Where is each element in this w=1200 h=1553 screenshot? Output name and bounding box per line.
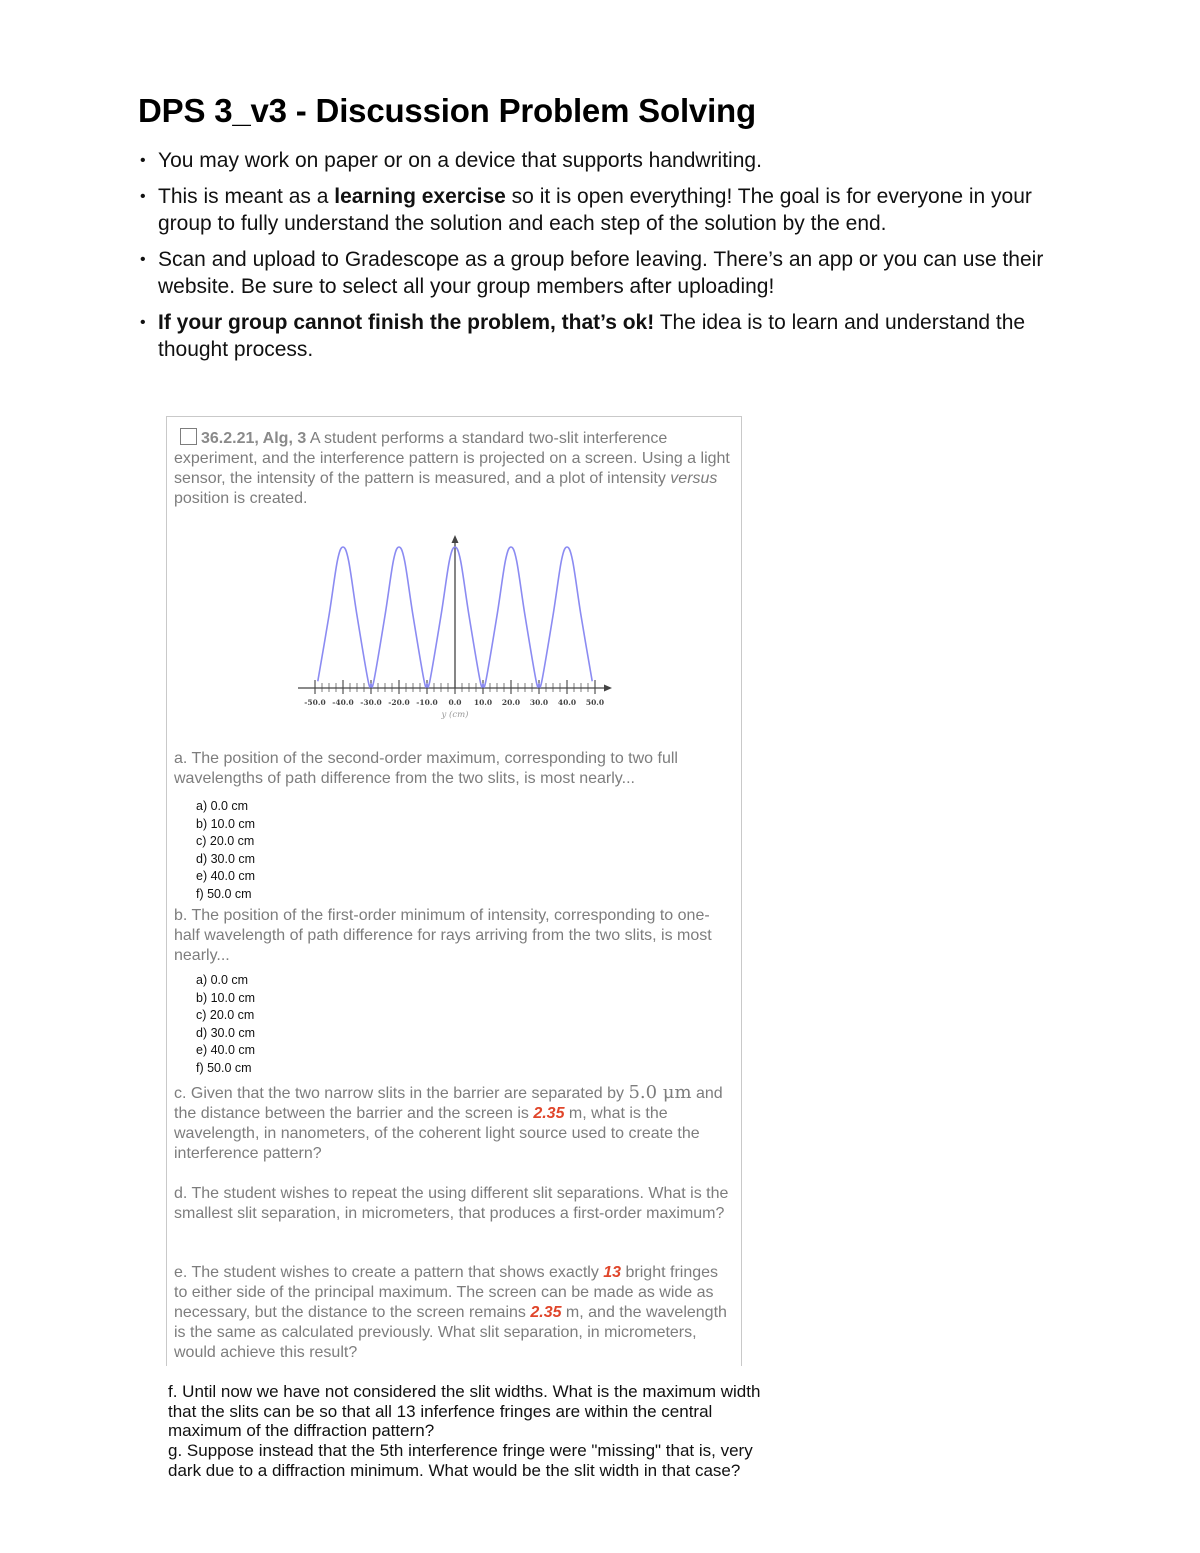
checkbox-icon[interactable]: [180, 428, 197, 445]
x-tick-label: 50.0: [585, 698, 605, 707]
x-tick-label: 30.0: [529, 698, 549, 707]
x-tick-labels: [304, 698, 604, 707]
choices-a: [196, 798, 255, 904]
choice-item[interactable]: e) 40.0 cm: [196, 1043, 256, 1058]
y-axis-arrow: [452, 535, 459, 543]
bullet-item: • Scan and upload to Gradescope as a group before leaving. There’s an app or you can use their website. Be sure to select all your group members after uploading!: [140, 246, 1060, 300]
choice-item[interactable]: e) 40.0 cm: [196, 869, 256, 884]
question-a: a. The position of the second-order maximum, corresponding to two full wavelengths of path difference from the two slits, is most nearly...: [174, 750, 678, 787]
choice-item[interactable]: c) 20.0 cm: [196, 1008, 255, 1023]
problem-intro: 36.2.21, Alg, 3 A student performs a standard two-slit interference experiment, and the interference pattern is projected on a screen. Using a light sensor, the intensity of the pattern is measured, and a plot of intensity versus position is created.: [174, 430, 730, 507]
intensity-chart: [292, 532, 622, 722]
x-axis-label: y (cm): [441, 710, 469, 720]
x-tick-label: 20.0: [501, 698, 521, 707]
page-title: DPS 3_v3 - Discussion Problem Solving: [138, 92, 756, 129]
choice-item[interactable]: c) 20.0 cm: [196, 834, 255, 849]
choice-item[interactable]: f) 50.0 cm: [196, 886, 252, 901]
choice-item[interactable]: f) 50.0 cm: [196, 1060, 252, 1075]
x-tick-label: 10.0: [473, 698, 493, 707]
choice-item[interactable]: b) 10.0 cm: [196, 990, 256, 1005]
choice-item[interactable]: a) 0.0 cm: [196, 973, 249, 987]
choice-item[interactable]: d) 30.0 cm: [196, 851, 256, 866]
question-d: d. The student wishes to repeat the using different slit separations. What is the smallest slit separation, in micrometers, that produces a first-order maximum?: [174, 1185, 729, 1222]
x-tick-label: 40.0: [557, 698, 577, 707]
question-g: g. Suppose instead that the 5th interference fringe were "missing" that is, very dark due to a diffraction minimum. What would be the slit width in that case?: [168, 1441, 753, 1480]
x-tick-label: -40.0: [332, 698, 354, 707]
x-tick-label: -20.0: [388, 698, 410, 707]
x-axis-arrow: [604, 685, 612, 692]
choice-item[interactable]: a) 0.0 cm: [196, 799, 249, 813]
x-tick-label: 0.0: [448, 698, 462, 707]
x-tick-label: -10.0: [416, 698, 438, 707]
question-e: e. The student wishes to create a pattern that shows exactly 13 bright fringes to either side of the principal maximum. The screen can be made as wide as necessary, but the distance to the screen remains 2.35 m, and the wavelength is the same as calculated previously. What slit separation, in micrometers, would achieve this result?: [174, 1264, 727, 1361]
question-b: b. The position of the first-order minimum of intensity, corresponding to one-half wavelength of path difference for rays arriving from the two slits, is most nearly...: [174, 907, 712, 964]
choice-item[interactable]: b) 10.0 cm: [196, 816, 256, 831]
bullet-item: • You may work on paper or on a device that supports handwriting.: [140, 147, 1060, 174]
choices-b: [196, 972, 255, 1078]
question-f: f. Until now we have not considered the slit widths. What is the maximum width that the slits can be so that all 13 inferfence fringes are within the central maximum of the diffraction pattern?: [168, 1382, 761, 1440]
bullet-item: • This is meant as a learning exercise so it is open everything! The goal is for everyone in your group to fully understand the solution and each step of the solution by the end.: [140, 183, 1060, 237]
choice-item[interactable]: d) 30.0 cm: [196, 1025, 256, 1040]
question-c: c. Given that the two narrow slits in the barrier are separated by 5.0 μm and the distance between the barrier and the screen is 2.35 m, what is the wavelength, in nanometers, of the coherent light source used to create the interference pattern?: [174, 1082, 723, 1162]
bullet-item: • If your group cannot finish the problem, that’s ok! The idea is to learn and understand the thought process.: [140, 309, 1060, 363]
x-tick-label: -50.0: [304, 698, 326, 707]
x-tick-label: -30.0: [360, 698, 382, 707]
instruction-list: [140, 147, 1060, 372]
